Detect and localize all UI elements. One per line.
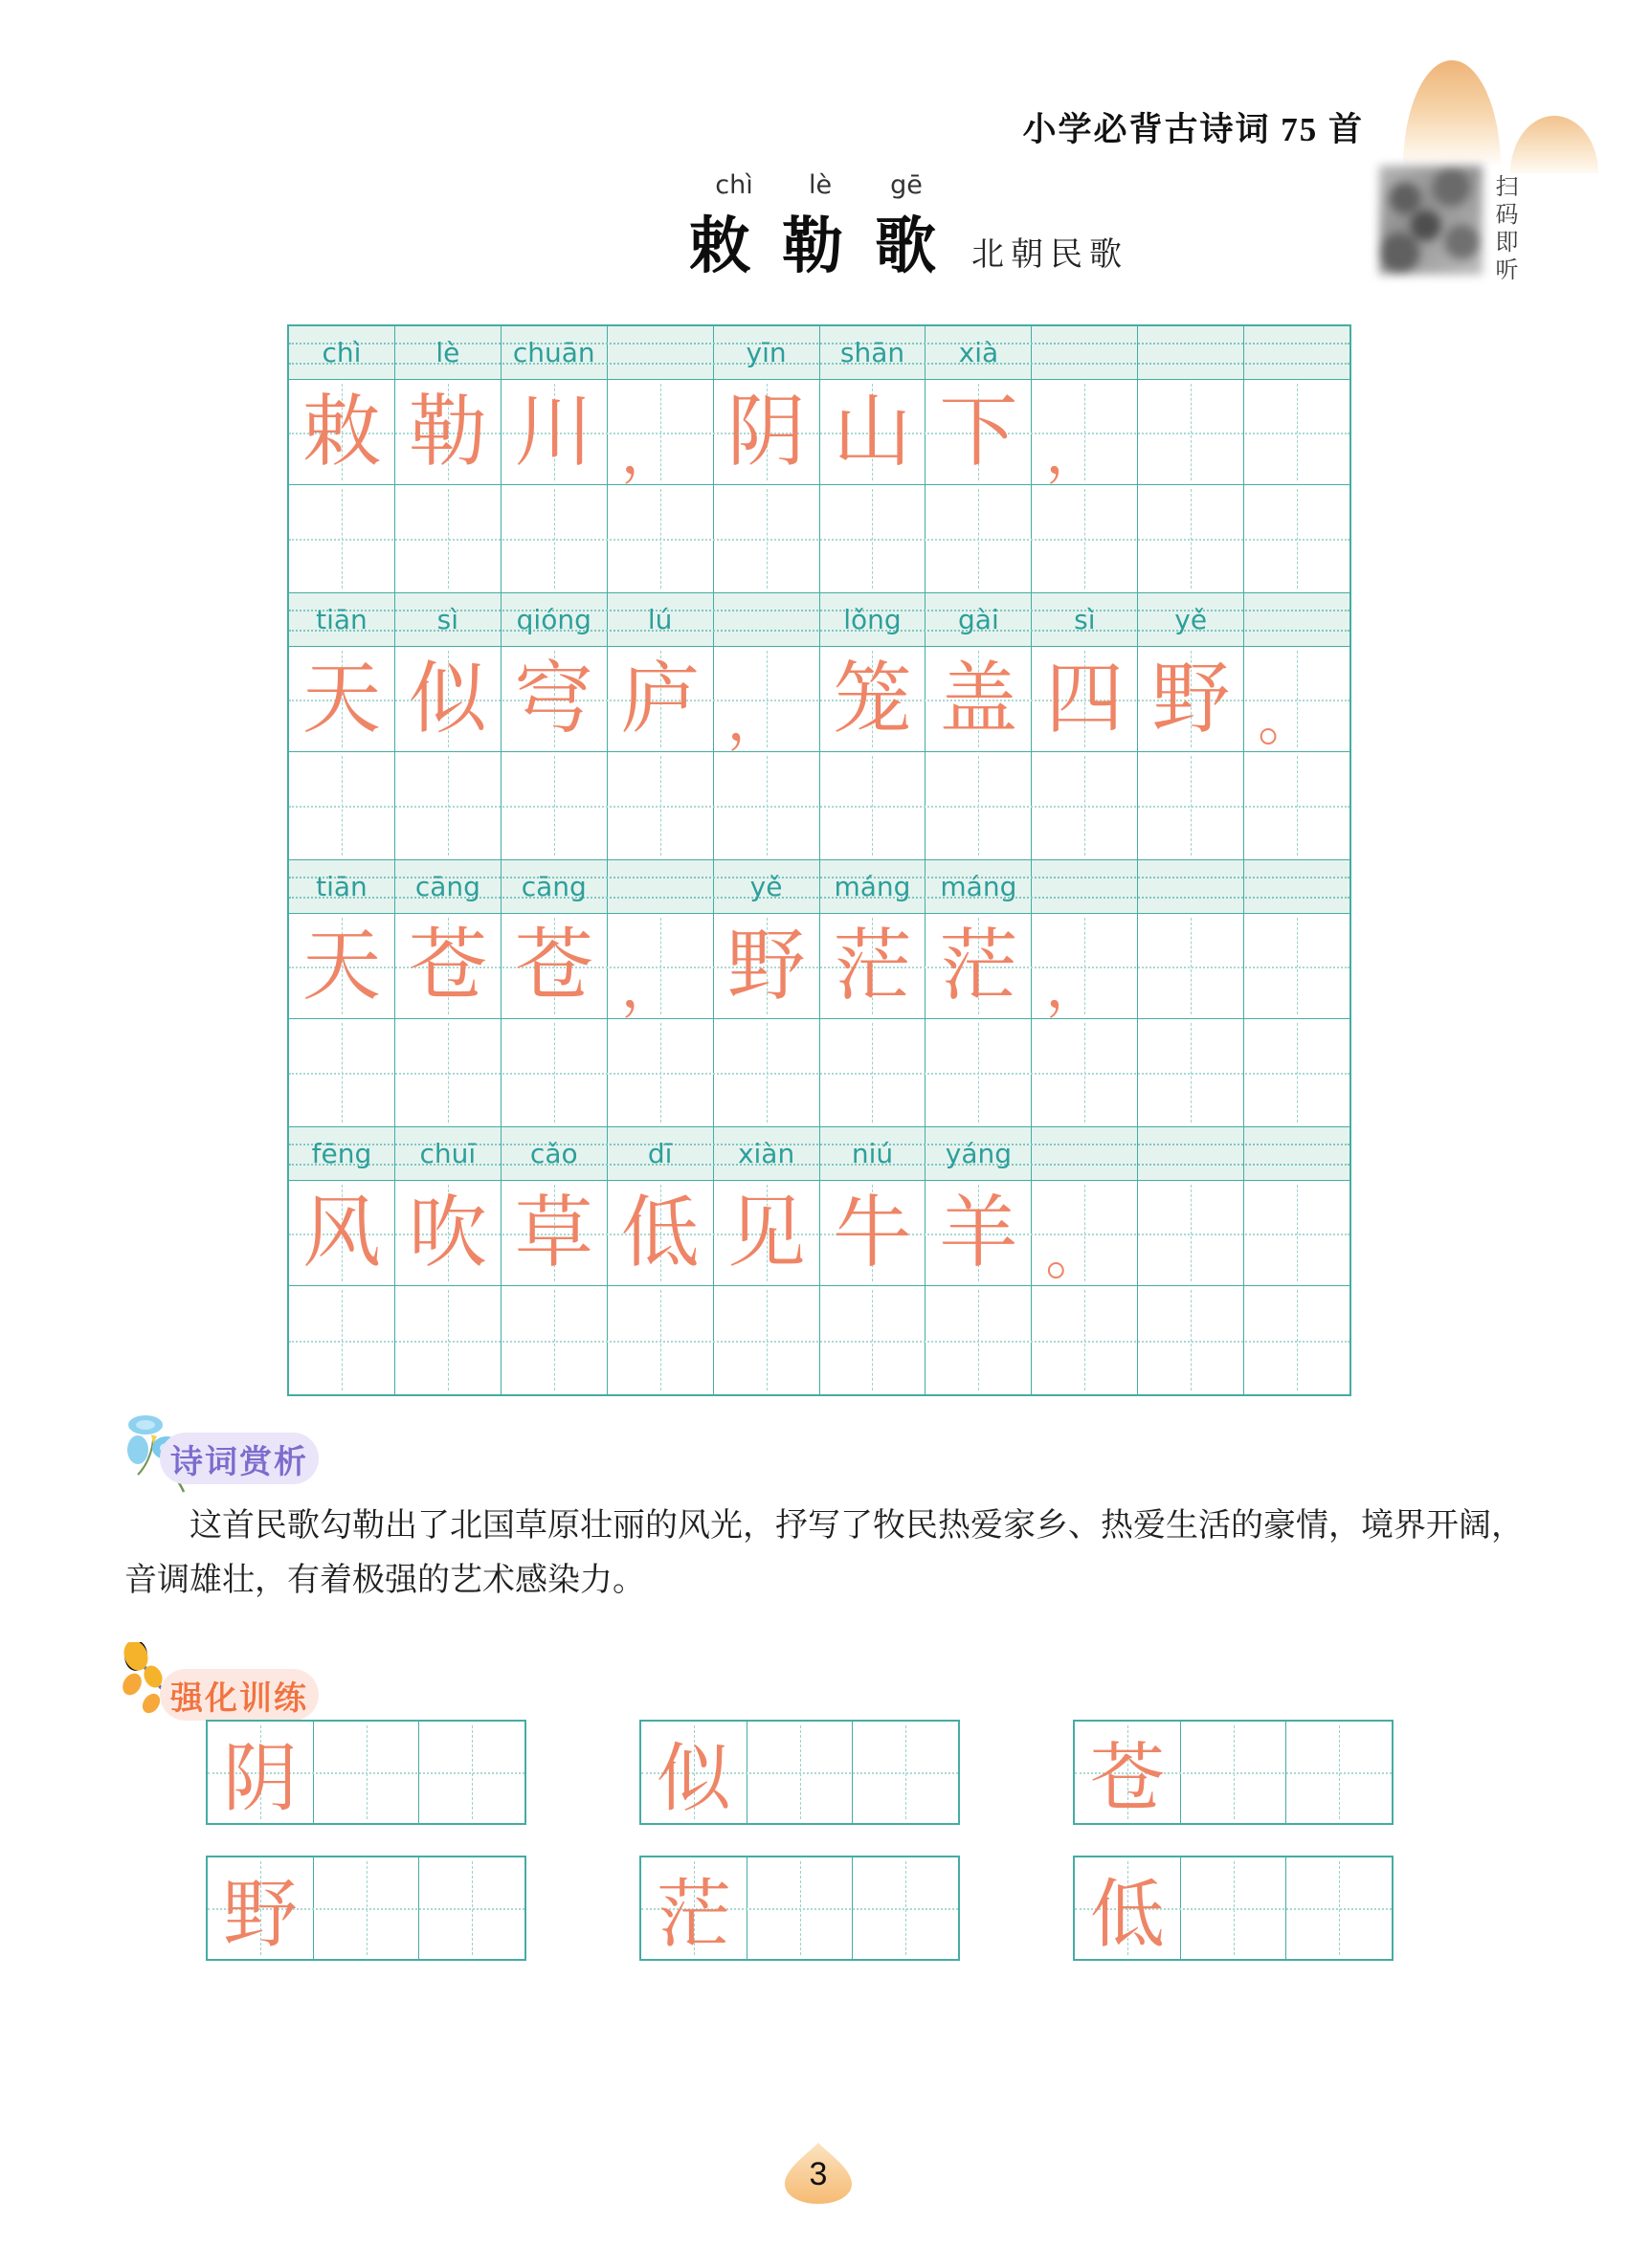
model-character: 似 [656,1737,731,1820]
empty-cell [608,1286,714,1394]
empty-cell [820,485,926,592]
pinyin-text: sì [436,604,459,635]
pinyin-cell [608,326,714,379]
empty-cell [395,485,502,592]
pinyin-cell [714,593,820,646]
pinyin-cell [502,326,608,379]
practice-row [206,1720,1394,1825]
pinyin-text: dī [647,1138,673,1169]
character-cell [502,380,608,484]
pinyin-text: fēng [311,1138,372,1169]
pinyin-syllable: lè [808,170,833,200]
character-cell [1138,1181,1244,1285]
practice-grid [639,1720,960,1825]
character-cell [714,1181,820,1285]
pinyin-cell [502,1127,608,1180]
empty-cell [1032,1019,1138,1126]
poem-character: ， [620,422,679,485]
pinyin-cell [289,860,395,913]
character-row [289,1181,1349,1286]
practice-cell [314,1857,420,1959]
poem-character: 笼 [833,655,912,743]
appreciation-label: 诗词赏析 [160,1433,319,1484]
pinyin-text: máng [834,871,911,902]
pinyin-cell [926,593,1032,646]
poem-character: 吹 [408,1189,487,1277]
character-cell [289,647,395,751]
character-cell [608,1181,714,1285]
empty-cell [289,1019,395,1126]
pinyin-cell [1032,1127,1138,1180]
empty-cell [1032,485,1138,592]
pinyin-cell [820,1127,926,1180]
poem-character: 。 [1045,1223,1104,1286]
poem-character: 穹 [514,655,593,743]
empty-cell [714,1019,820,1126]
poem-character: ， [1045,422,1104,485]
pinyin-cell [1244,593,1349,646]
pinyin-text: shān [839,337,905,368]
character-cell [926,647,1032,751]
mountain-decoration-small [1510,116,1598,173]
empty-cell [289,752,395,859]
character-cell [714,914,820,1018]
empty-cell [289,1286,395,1394]
qr-code-icon [1379,166,1483,275]
poem-author: 北朝民歌 [971,237,1128,273]
pinyin-text: tiān [316,871,368,902]
pinyin-cell [1138,1127,1244,1180]
pinyin-text: yě [749,871,783,902]
empty-cell [926,752,1032,859]
character-cell [395,914,502,1018]
pinyin-cell [608,1127,714,1180]
pinyin-text: cāng [521,871,587,902]
appreciation-text: 这首民歌勾勒出了北国草原壮丽的风光，抒写了牧民热爱家乡、热爱生活的豪情，境界开阔，音调雄壮，有着极强的艺术感染力。 [124,1508,1524,1598]
pinyin-text: yě [1174,604,1208,635]
pinyin-row [289,326,1349,380]
pinyin-cell [1032,326,1138,379]
character-cell [820,1181,926,1285]
pinyin-text: lè [435,337,460,368]
practice-grid [1073,1856,1394,1961]
empty-cell [1138,752,1244,859]
poem-character: 阴 [726,388,806,476]
character-cell [1244,914,1349,1018]
character-cell [714,647,820,751]
mountain-decoration-large [1403,60,1501,167]
practice-cell [208,1857,314,1959]
pinyin-text: qióng [516,604,591,635]
pinyin-text: xià [958,337,999,368]
character-cell [289,1181,395,1285]
poem-character: 苍 [408,922,487,1010]
pinyin-cell [714,1127,820,1180]
pinyin-cell [502,860,608,913]
character-cell [926,380,1032,484]
practice-empty-row [289,485,1349,593]
pinyin-cell [608,593,714,646]
pinyin-cell [395,593,502,646]
pinyin-text: gài [958,604,999,635]
poem-character: 风 [301,1189,381,1277]
character-cell [820,380,926,484]
empty-cell [502,485,608,592]
empty-cell [926,485,1032,592]
pinyin-cell [714,860,820,913]
poem-character: 庐 [620,655,700,743]
pinyin-cell [1032,593,1138,646]
practice-cell [208,1722,314,1823]
pinyin-cell [820,593,926,646]
character-row [289,380,1349,485]
poem-character: 野 [1151,655,1231,743]
empty-cell [1032,1286,1138,1394]
empty-cell [714,752,820,859]
practice-cell [1075,1857,1181,1959]
pinyin-syllable: gē [890,170,923,200]
empty-cell [608,1019,714,1126]
poem-character: 川 [514,388,593,476]
empty-cell [820,752,926,859]
empty-cell [1244,1286,1349,1394]
character-cell [502,647,608,751]
character-cell [289,914,395,1018]
character-cell [1032,380,1138,484]
empty-cell [395,1019,502,1126]
pinyin-text: niú [851,1138,894,1169]
empty-cell [714,1286,820,1394]
practice-cell [419,1857,524,1959]
character-row [289,647,1349,752]
poem-title-pinyin [691,170,949,200]
practice-cell [747,1857,854,1959]
poem-character: 勒 [408,388,487,476]
character-cell [289,380,395,484]
pinyin-cell [1032,860,1138,913]
character-cell [502,914,608,1018]
empty-cell [1244,1019,1349,1126]
character-cell [926,1181,1032,1285]
pinyin-row [289,860,1349,914]
pinyin-cell [1138,860,1244,913]
practice-grid [639,1856,960,1961]
pinyin-cell [1244,860,1349,913]
empty-cell [926,1019,1032,1126]
poem-title: 敕勒歌 [689,212,968,280]
pinyin-text: yáng [945,1138,1013,1169]
page-number-drop [783,2141,854,2206]
model-character: 低 [1089,1873,1165,1956]
empty-cell [714,485,820,592]
poem-character: 山 [833,388,912,476]
empty-cell [926,1286,1032,1394]
pinyin-text: sì [1074,604,1096,635]
pinyin-text: lú [647,604,673,635]
pinyin-cell [289,326,395,379]
pinyin-text: lǒng [843,604,902,635]
pinyin-text: chuān [512,337,595,368]
empty-cell [820,1019,926,1126]
pinyin-syllable: chì [715,170,753,200]
poem-character: 见 [726,1189,806,1277]
character-cell [1138,647,1244,751]
empty-cell [1244,485,1349,592]
pinyin-cell [395,326,502,379]
pinyin-text: máng [940,871,1017,902]
empty-cell [820,1286,926,1394]
poem-character: 羊 [939,1189,1018,1277]
poem-character: 下 [939,388,1018,476]
empty-cell [1138,485,1244,592]
character-cell [1138,914,1244,1018]
qr-caption: 扫码即听 [1491,174,1517,285]
pinyin-text: chì [322,337,362,368]
practice-cell [747,1722,854,1823]
character-cell [820,914,926,1018]
poem-character: 草 [514,1189,593,1277]
pinyin-text: tiān [316,604,368,635]
model-character: 阴 [222,1737,298,1820]
practice-cell [314,1722,420,1823]
poem-character: ， [726,689,785,752]
empty-cell [502,752,608,859]
character-cell [395,647,502,751]
model-character: 苍 [1089,1737,1165,1820]
pinyin-cell [820,326,926,379]
empty-cell [289,485,395,592]
character-cell [1032,914,1138,1018]
practice-grid [1073,1720,1394,1825]
model-character: 野 [222,1873,298,1956]
poem-character: 牛 [833,1189,912,1277]
pinyin-text: cāng [414,871,480,902]
poem-character: 四 [1045,655,1125,743]
pinyin-text: cǎo [529,1138,578,1169]
character-cell [608,647,714,751]
character-cell [395,380,502,484]
character-cell [1138,380,1244,484]
pinyin-cell [926,326,1032,379]
empty-cell [1138,1286,1244,1394]
poem-character: 。 [1258,689,1316,752]
practice-cell [1181,1857,1287,1959]
pinyin-cell [714,326,820,379]
poem-character: 敕 [301,388,381,476]
pinyin-cell [395,1127,502,1180]
pinyin-cell [289,593,395,646]
character-cell [1032,647,1138,751]
pinyin-cell [502,593,608,646]
character-cell [1032,1181,1138,1285]
empty-cell [1138,1019,1244,1126]
character-cell [1244,1181,1349,1285]
poem-character: 盖 [939,655,1018,743]
pinyin-cell [1138,326,1244,379]
practice-empty-row [289,752,1349,860]
practice-cell [641,1722,747,1823]
practice-empty-row [289,1019,1349,1127]
practice-empty-row [289,1286,1349,1394]
practice-row [206,1856,1394,1961]
poem-character: 茫 [939,922,1018,1010]
header-title: 小学必背古诗词 75 首 [1022,111,1364,148]
poem-character: 茫 [833,922,912,1010]
pinyin-cell [608,860,714,913]
pinyin-cell [1138,593,1244,646]
character-cell [395,1181,502,1285]
practice-cell [1286,1857,1392,1959]
character-cell [502,1181,608,1285]
practice-cell [419,1722,524,1823]
poem-character: 天 [301,922,381,1010]
character-cell [608,380,714,484]
pinyin-cell [395,860,502,913]
pinyin-cell [820,860,926,913]
pinyin-text: yīn [746,337,787,368]
poem-character: 似 [408,655,487,743]
poem-character: ， [620,956,679,1019]
training-label: 强化训练 [160,1669,319,1721]
practice-cell [1286,1722,1392,1823]
practice-cell [641,1857,747,1959]
pinyin-row [289,593,1349,647]
empty-cell [502,1019,608,1126]
page-number: 3 [809,2156,828,2192]
poem-character: 苍 [514,922,593,1010]
pinyin-cell [1244,326,1349,379]
empty-cell [502,1286,608,1394]
pinyin-cell [1244,1127,1349,1180]
empty-cell [608,752,714,859]
pinyin-cell [926,1127,1032,1180]
character-cell [714,380,820,484]
character-cell [608,914,714,1018]
practice-grid [206,1856,526,1961]
practice-cell [853,1722,958,1823]
poem-grid [287,324,1351,1396]
practice-cell [1075,1722,1181,1823]
empty-cell [1244,752,1349,859]
character-cell [1244,380,1349,484]
poem-character: 低 [620,1189,700,1277]
pinyin-text: xiàn [737,1138,795,1169]
character-cell [926,914,1032,1018]
empty-cell [395,752,502,859]
poem-character: ， [1045,956,1104,1019]
pinyin-row [289,1127,1349,1181]
character-cell [820,647,926,751]
character-cell [1244,647,1349,751]
model-character: 茫 [656,1873,731,1956]
poem-character: 野 [726,922,806,1010]
empty-cell [395,1286,502,1394]
empty-cell [608,485,714,592]
practice-cell [1181,1722,1287,1823]
pinyin-cell [289,1127,395,1180]
pinyin-cell [926,860,1032,913]
poem-character: 天 [301,655,381,743]
pinyin-text: chuī [419,1138,477,1169]
character-row [289,914,1349,1019]
practice-cell [853,1857,958,1959]
practice-grid [206,1720,526,1825]
empty-cell [1032,752,1138,859]
